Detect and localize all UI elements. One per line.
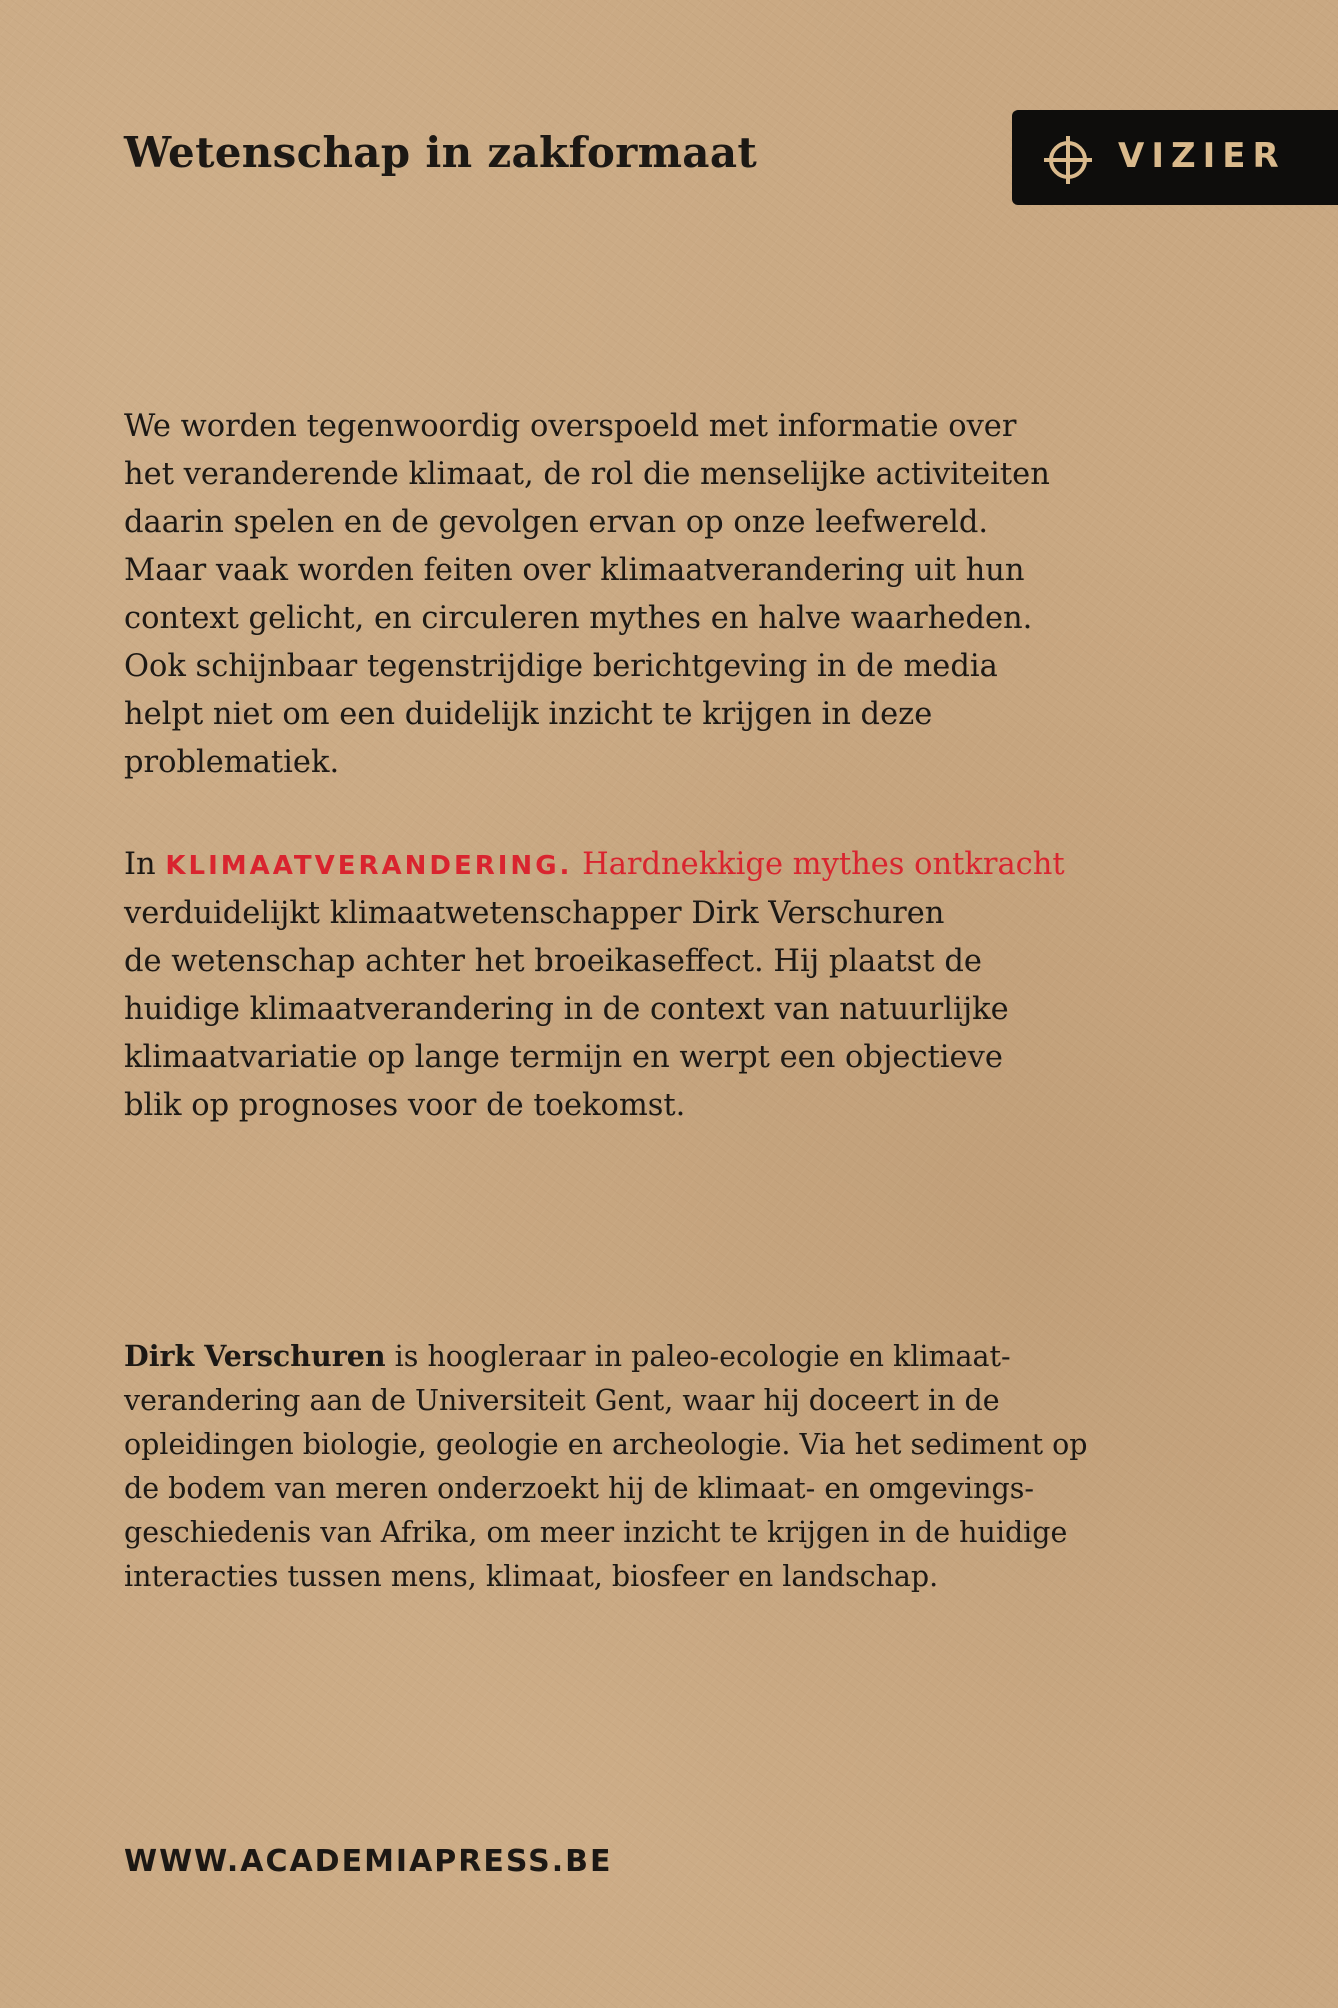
book-subtitle: Hardnekkige mythes ontkracht [572,847,1065,882]
book-title: KLIMAATVERANDERING. [165,851,573,881]
bio-first-line [124,1334,1194,1379]
summary-line: blik op prognoses voor de toekomst. [124,1088,686,1123]
vizier-logo [1012,110,1338,205]
bio-line: verandering aan de Universiteit Gent, waar hij doceert in de [124,1384,1000,1417]
intro-line: Maar vaak worden feiten over klimaatverandering uit hun [124,553,1025,588]
crosshair-icon [1042,134,1094,186]
intro-line: helpt niet om een duidelijk inzicht te krijgen in deze [124,697,933,732]
summary-paragraph [124,841,1194,1130]
intro-line: het veranderende klimaat, de rol die menselijke activiteiten [124,457,1050,492]
intro-line: Ook schijnbaar tegenstrijdige berichtgeving in de media [124,649,998,684]
bio-line: opleidingen biologie, geologie en archeologie. Via het sediment op [124,1428,1088,1461]
summary-prefix: In [124,847,166,882]
series-title: Wetenschap in zakformaat [124,128,758,177]
summary-line: klimaatvariatie op lange termijn en werpt een objectieve [124,1040,1003,1075]
bio-line: interacties tussen mens, klimaat, biosfeer en landschap. [124,1560,939,1593]
summary-line: de wetenschap achter het broeikaseffect. Hij plaatst de [124,944,982,979]
bio-first-line-rest: is hoogleraar in paleo-ecologie en klimaat- [385,1340,1011,1373]
summary-first-line [124,841,1194,890]
bio-line: geschiedenis van Afrika, om meer inzicht te krijgen in de huidige [124,1516,1068,1549]
intro-paragraph [124,403,1194,787]
summary-line: huidige klimaatverandering in de context van natuurlijke [124,992,1009,1027]
author-bio [124,1334,1194,1599]
author-name: Dirk Verschuren [124,1339,386,1373]
intro-line: context gelicht, en circuleren mythes en halve waarheden. [124,601,1033,636]
intro-line: daarin spelen en de gevolgen ervan op onze leefwereld. [124,505,989,540]
summary-line: verduidelijkt klimaatwetenschapper Dirk Verschuren [124,896,945,931]
intro-line: problematiek. [124,745,340,780]
bio-line: de bodem van meren onderzoekt hij de klimaat- en omgevings- [124,1472,1034,1505]
publisher-website: WWW.ACADEMIAPRESS.BE [124,1844,613,1879]
intro-line: We worden tegenwoordig overspoeld met informatie over [124,409,1017,444]
logo-text: VIZIER [1118,136,1286,176]
